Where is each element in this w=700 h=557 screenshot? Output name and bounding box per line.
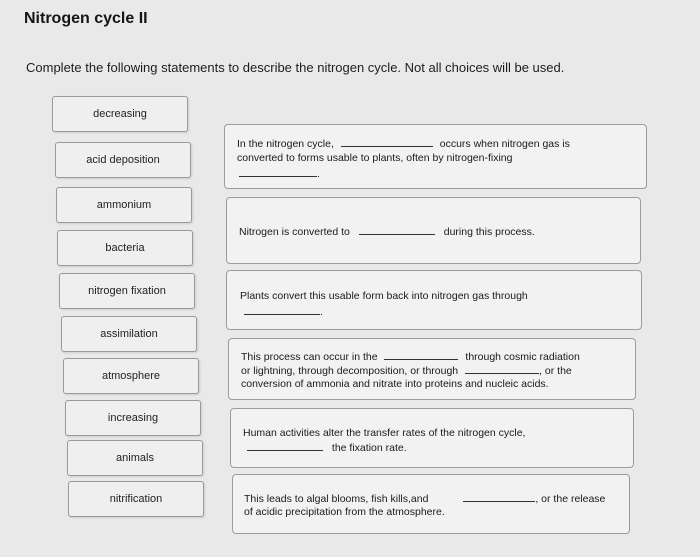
statement-6-text-b: , or the release xyxy=(535,493,606,505)
statement-3 xyxy=(226,270,642,330)
choice-increasing[interactable]: increasing xyxy=(65,400,201,436)
statement-2-text-a: Nitrogen is converted to xyxy=(239,226,350,238)
statement-1 xyxy=(224,124,647,189)
statement-6-text-c: of acidic precipitation from the atmosphere. xyxy=(244,506,445,518)
statement-4-text-c: or lightning, through decomposition, or through xyxy=(241,365,459,377)
choice-bacteria[interactable]: bacteria xyxy=(57,230,193,266)
statement-3-text-a: Plants convert this usable form back into nitrogen gas through xyxy=(240,290,528,302)
statement-1-text-b: occurs when nitrogen gas is xyxy=(439,138,570,150)
statement-5-text-b: the fixation rate. xyxy=(331,442,407,454)
choice-animals[interactable]: animals xyxy=(67,440,203,476)
statement-1-text-c: converted to forms usable to plants, often by nitrogen-fixing xyxy=(237,152,513,164)
statement-6-text-a: This leads to algal blooms, fish kills,and xyxy=(244,493,429,505)
statement-1-blank-2[interactable] xyxy=(239,166,317,177)
statement-4-text-d: , or the xyxy=(539,365,572,377)
instructions: Complete the following statements to describe the nitrogen cycle. Not all choices will be used. xyxy=(26,60,565,75)
statement-4-text-b: through cosmic radiation xyxy=(465,351,580,363)
statement-2 xyxy=(226,197,641,264)
statement-4-blank-2[interactable] xyxy=(465,363,539,374)
choice-acid-deposition[interactable]: acid deposition xyxy=(55,142,191,178)
page-title: Nitrogen cycle II xyxy=(24,10,148,27)
choice-atmosphere[interactable]: atmosphere xyxy=(63,358,199,394)
statement-1-blank-1[interactable] xyxy=(341,136,433,147)
statement-5-blank-1[interactable] xyxy=(247,440,323,451)
statement-4-text-e: conversion of ammonia and nitrate into proteins and nucleic acids. xyxy=(241,378,549,390)
statement-4-blank-1[interactable] xyxy=(384,349,458,360)
statement-4 xyxy=(228,338,636,400)
statement-5 xyxy=(230,408,634,468)
statement-1-text-a: In the nitrogen cycle, xyxy=(237,138,334,150)
choice-assimilation[interactable]: assimilation xyxy=(61,316,197,352)
statement-6-blank-1[interactable] xyxy=(463,491,535,502)
choice-nitrification[interactable]: nitrification xyxy=(68,481,204,517)
choice-decreasing[interactable]: decreasing xyxy=(52,96,188,132)
statement-3-blank-1[interactable] xyxy=(244,304,320,315)
statement-3-text-b: . xyxy=(320,306,323,318)
choice-ammonium[interactable]: ammonium xyxy=(56,187,192,223)
statement-6 xyxy=(232,474,630,534)
statement-5-text-a: Human activities alter the transfer rates of the nitrogen cycle, xyxy=(243,427,526,439)
statement-2-blank-1[interactable] xyxy=(359,224,435,235)
choice-nitrogen-fixation[interactable]: nitrogen fixation xyxy=(59,273,195,309)
statement-1-text-d: . xyxy=(317,168,320,180)
statement-4-text-a: This process can occur in the xyxy=(241,351,378,363)
statement-2-text-b: during this process. xyxy=(443,226,535,238)
